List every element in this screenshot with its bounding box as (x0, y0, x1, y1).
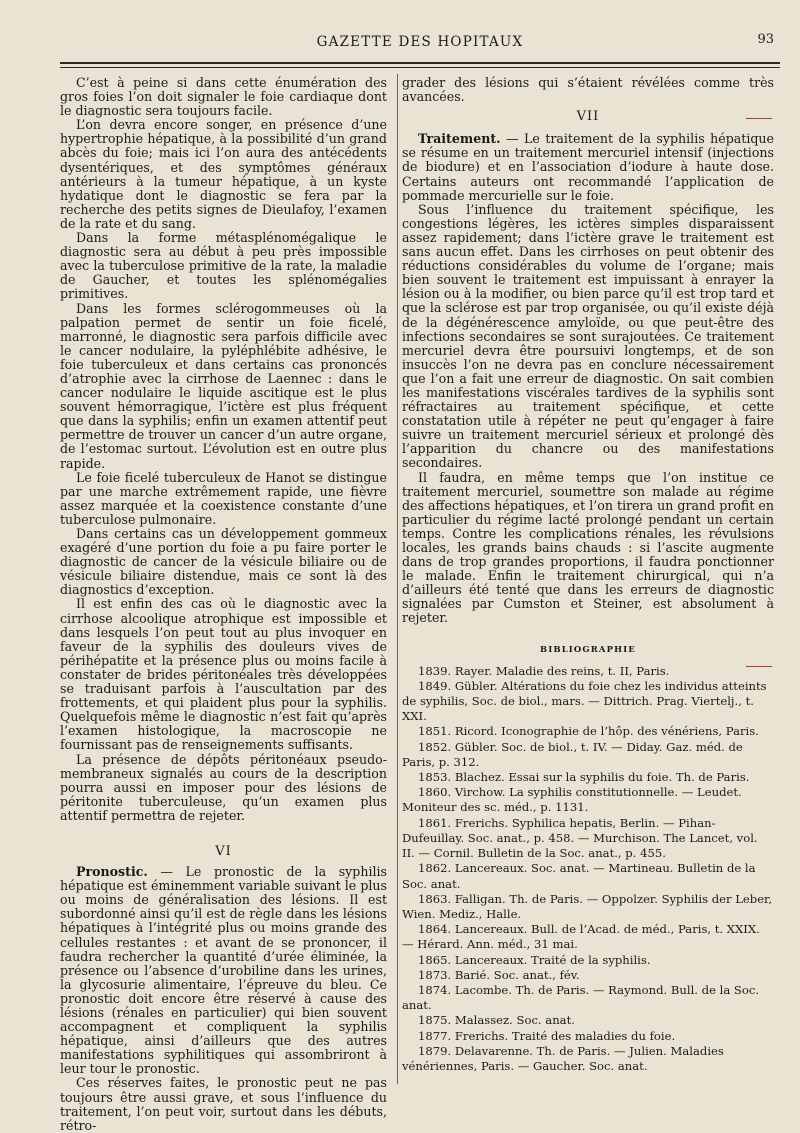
bibliography-entry: 1852. Gübler. Soc. de biol., t. IV. — Diday. Gaz. méd. de Paris, p. 312. (402, 739, 743, 769)
paragraph: L’on devra encore songer, en présence d’une hypertrophie hépatique, à la possibilité d’un grand abcès du foie; mais ici l’on aura des antécédents dysentériques, et des symptômes généraux antérieurs à la tumeur hépatique, à un kyste hydatique dont le diagnostic se fera par la recherche des petits signes de Dieulafoy, l’examen de la rate et du sang. (60, 117, 387, 231)
paragraph: Il faudra, en même temps que l’on institue ce traitement mercuriel, soumettre son malade au régime des affections hépatiques, et l’on tirera un grand profit en particulier du régime lacté prolongé pendant un certain temps. Contre les complications rénales, les révulsions locales, les grands bains chauds : si l’ascite augmente dans de trop grandes proportions, il faudra ponctionner le malade. Enfin le traitement chirurgical, qui n’a d’ailleurs été tenté que dans les erreurs de diagnostic signalées par Cumston et Steiner, est absolument à rejeter. (402, 469, 774, 626)
section-number: VII (576, 109, 600, 125)
paragraph: Il est enfin des cas où le diagnostic avec la cirrhose alcoolique atrophique est impossible et dans lesquels l’on peut tout au plus invoquer en faveur de la syphilis des douleurs vives de périhépatite et la présence plus ou moins facile à constater de brides péritonéales très développées se traduisant parfois à l’auscultation par des frottements, et qui plaident plus pour la syphilis. Quelquefois même le diagnostic n’est fait qu’après l’examen histologique, la macroscopie ne fournissant pas de renseignements suffisants. (60, 596, 387, 753)
bibliography-heading: BIBLIOGRAPHIE (540, 643, 636, 654)
paragraph: La présence de dépôts péritonéaux pseudo-membraneux signalés au cours de la description pourra aussi en imposer pour des lésions de péritonite tuberculeuse, qu’un examen plus attentif permettra de rejeter. (60, 751, 387, 823)
bibliography-entry: 1861. Frerichs. Syphilica hepatis, Berlin. — Pihan-Dufeuillay. Soc. anat., p. 458. — Murchison. The Lancet, vol. II. — Cornil. Bulletin de la Soc. anat., p. 455. (402, 815, 758, 861)
bibliography-entry: 1864. Lancereaux. Bull. de l’Acad. de méd., Paris, t. XXIX. — Hérard. Ann. méd., 31 mai. (402, 922, 760, 952)
bibliography-entry: 1863. Falligan. Th. de Paris. — Oppolzer. Syphilis der Leber, Wien. Mediz., Halle. (402, 891, 773, 921)
treatment-paragraph (402, 132, 774, 202)
page-header (60, 34, 780, 58)
treatment-heading: Traitement. (418, 131, 501, 147)
running-title: GAZETTE DES HOPITAUX (316, 34, 524, 50)
paragraph: Dans certains cas un développement gommeux exagéré d’une portion du foie a pu faire porter le diagnostic de cancer de la vésicule biliaire ou de vésicule biliaire distendue, mais ce sont là des diagnostics d’exception. (60, 526, 387, 598)
prognosis-text: — Le pronostic de la syphilis hépatique est éminemment variable suivant le plus ou moins de généralisation des lésions. Il est subordonné ainsi qu’il est de règle dans les lésions hépatiques à l’intégrité plus ou moins grande des cellules restantes : et avant de se prononcer, il faudra rechercher la quantité d’urée éliminée, la présence ou l’absence d’urobiline dans les urines, la glycosurie alimentaire, l’épreuve du bleu. Ce pronostic doit encore être réservé à cause des lésions (rénales en particulier) qui bien souvent accompagnent et compliquent la syphilis hépatique, ainsi d’ailleurs que des autres manifestations syphilitiques qui assombriront à leur tour le pronostic. (60, 864, 387, 1077)
paragraph: Ces réserves faites, le pronostic peut ne pas toujours être aussi grave, et sous l’influence du traitement, l’on peut voir, surtout dans les débuts, rétro- (60, 1075, 387, 1133)
bibliography-entry: 1860. Virchow. La syphilis constitutionnelle. — Leudet. Moniteur des sc. méd., p. 1131. (402, 785, 742, 815)
bibliography-entry: 1849. Gübler. Altérations du foie chez les individus atteints de syphilis, Soc. de biol., mars. — Dittrich. Prag. Viertelj., t. XXI. (402, 678, 767, 724)
bibliography-list (402, 664, 774, 1074)
paragraph: Dans la forme métasplénomégalique le diagnostic sera au début à peu près impossible avec la tuberculose primitive de la rate, la maladie de Gaucher, et toutes les splénomégalies primitives. (60, 230, 387, 302)
right-column (402, 76, 774, 1074)
paragraph: Le foie ficelé tuberculeux de Hanot se distingue par une marche extrêmement rapide, une fièvre assez marquée et la coexistence constante d’une tuberculose pulmonaire. (60, 469, 387, 527)
bibliography-entry: 1865. Lancereaux. Traité de la syphilis. (418, 952, 651, 967)
page-number: 93 (757, 32, 774, 47)
bibliography-entry: 1877. Frerichs. Traité des maladies du foie. (418, 1028, 676, 1043)
section-number: VI (215, 843, 232, 859)
bibliography-entry: 1874. Lacombe. Th. de Paris. — Raymond. Bull. de la Soc. anat. (402, 982, 760, 1013)
bibliography-entry: 1839. Rayer. Maladie des reins, t. II, Paris. (418, 663, 670, 678)
left-column (60, 76, 387, 1133)
treatment-text: — Le traitement de la syphilis hépatique se résume en un traitement mercuriel intensif (injections de biodure) et en l’association d’iodure à haute dose. Certains auteurs ont recommandé l’application de pommade mercurielle sur le foie. (402, 131, 774, 203)
prognosis-heading: Pronostic. (76, 864, 148, 880)
prognosis-paragraph (60, 865, 387, 1076)
bibliography-entry: 1879. Delavarenne. Th. de Paris. — Julien. Maladies vénériennes, Paris. — Gaucher. Soc. anat. (402, 1043, 724, 1073)
paragraph: Dans les formes sclérogommeuses où la palpation permet de sentir un foie ficelé, marronné, le diagnostic sera parfois difficile avec le cancer nodulaire, la pyléphlébite adhésive, le foie tuberculeux et dans certains cas prononcés d’atrophie avec la cirrhose de Laennec : dans le cancer nodulaire le liquide ascitique est le plus souvent hémorragique, l’ictère est plus fréquent que dans la syphilis; enfin un examen attentif peut permettre de trouver un cancer d’un autre organe, de l’estomac surtout. L’évolution est en outre plus rapide. (60, 300, 387, 471)
paragraph: Sous l’influence du traitement spécifique, les congestions légères, les ictères simples disparaissent assez rapidement; dans l’ictère grave le traitement est sans aucun effet. Dans les cirrhoses on peut obtenir des réductions considérables du volume de l’organe; mais bien souvent le traitement est impuissant à enrayer la lésion ou à la modifier, ou bien parce qu’il est trop tard et que la sclérose est par trop organisée, ou qu’il existe déjà de la dégénérescence amyloïde, ou que peut-être des infections secondaires se sont surajoutées. Ce traitement mercuriel devra être poursuivi longtemps, et de son insuccès l’on ne devra pas en conclure nécessairement que l’on a fait une erreur de diagnostic. On sait combien les manifestations viscérales tardives de la syphilis sont réfractaires au traitement spécifique, et cette constatation utile à répéter ne peut qu’engager à faire suivre un traitement mercuriel sérieux et prolongé dès l’apparition du chancre ou des manifestations secondaires. (402, 201, 774, 471)
bibliography-entry: 1873. Barié. Soc. anat., fév. (418, 967, 580, 982)
column-divider (397, 74, 398, 1084)
paragraph: C’est à peine si dans cette énumération des gros foies l’on doit signaler le foie cardiaque dont le diagnostic sera toujours facile. (60, 75, 387, 119)
header-rule-thin (60, 67, 780, 68)
bibliography-entry: 1875. Malassez. Soc. anat. (418, 1013, 575, 1028)
bibliography-entry: 1862. Lancereaux. Soc. anat. — Martineau. Bulletin de la Soc. anat. (402, 861, 756, 891)
bibliography-entry: 1851. Ricord. Iconographie de l’hôp. des vénériens, Paris. (418, 724, 759, 739)
paragraph-continuation: grader des lésions qui s’étaient révélées comme très avancées. (402, 75, 774, 105)
bibliography-entry: 1853. Blachez. Essai sur la syphilis du foie. Th. de Paris. (418, 770, 750, 785)
header-rule-thick (60, 62, 780, 64)
